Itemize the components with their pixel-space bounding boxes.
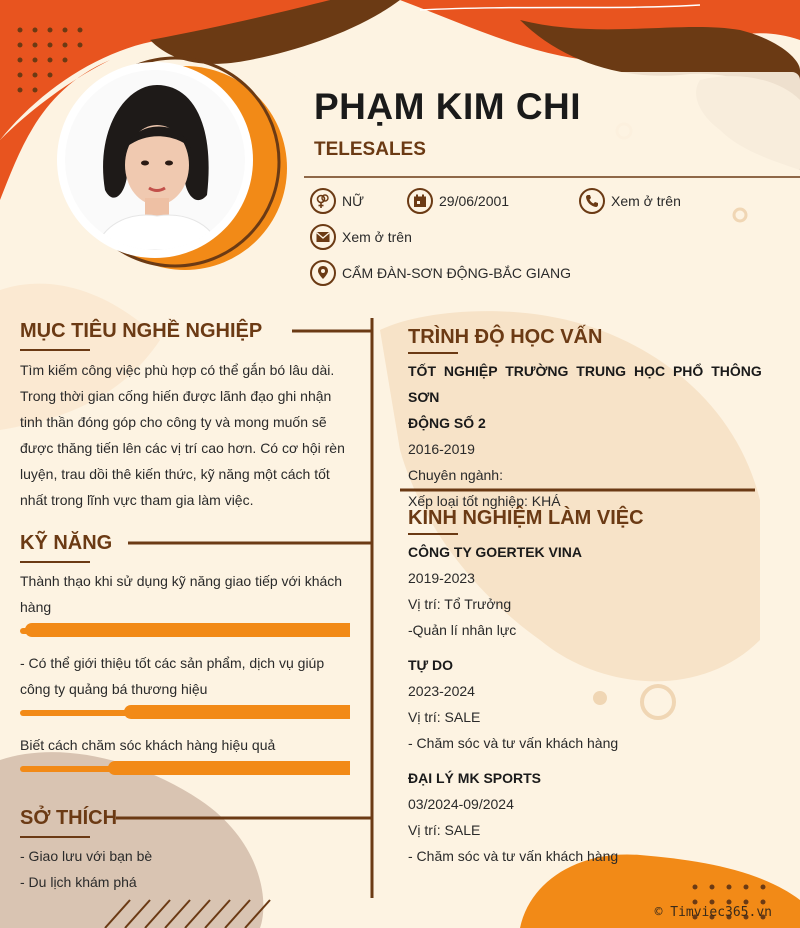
hobby-item: - Giao lưu với bạn bè bbox=[20, 848, 153, 864]
skill-text: Thành thạo khi sử dụng kỹ năng giao tiếp với khách bbox=[20, 573, 343, 589]
objective-line: tinh thần đóng góp cho công ty và mong muốn sẽ bbox=[20, 414, 327, 430]
watermark: © Timviec365.vn bbox=[654, 905, 772, 920]
job-position: Vị trí: Tổ Trưởng bbox=[408, 596, 512, 612]
phone-icon bbox=[579, 188, 605, 214]
job-detail: -Quản lí nhân lực bbox=[408, 622, 517, 638]
job-company: CÔNG TY GOERTEK VINA bbox=[408, 544, 582, 560]
job-entry bbox=[408, 652, 768, 756]
skill-text: - Có thể giới thiệu tốt các sản phẩm, dịch vụ giúp bbox=[20, 655, 325, 671]
job-position: Vị trí: SALE bbox=[408, 822, 481, 838]
education-grade: Xếp loại tốt nghiệp: KHÁ bbox=[408, 493, 561, 509]
skill-text: Biết cách chăm sóc khách hàng hiệu quả bbox=[20, 737, 276, 753]
skill-level-fill bbox=[108, 761, 350, 775]
education-underline bbox=[408, 352, 458, 354]
hobbies-underline bbox=[20, 836, 90, 838]
job-period: 2019-2023 bbox=[408, 570, 475, 586]
contact-email bbox=[310, 224, 412, 250]
skill-level-fill bbox=[124, 705, 350, 719]
job-company: TỰ DO bbox=[408, 657, 454, 673]
job-entry bbox=[408, 539, 768, 643]
envelope-icon bbox=[310, 224, 336, 250]
skill-item bbox=[20, 568, 370, 620]
objective-line: được thăng tiến lên các vị trí cao hơn. Có cơ hội rèn bbox=[20, 440, 345, 456]
skill-level-bar bbox=[20, 623, 350, 637]
education-period: 2016-2019 bbox=[408, 441, 475, 457]
contact-address bbox=[310, 260, 571, 286]
job-period: 03/2024-09/2024 bbox=[408, 796, 514, 812]
job-title: TELESALES bbox=[314, 139, 426, 160]
education-block bbox=[408, 358, 764, 514]
skills-heading: KỸ NĂNG bbox=[20, 532, 113, 554]
objective-line: luyện, trau dồi thê kiến thức, kỹ năng một cách tốt bbox=[20, 466, 330, 482]
skill-text: công ty quảng bá thương hiệu bbox=[20, 681, 208, 697]
job-period: 2023-2024 bbox=[408, 683, 475, 699]
skill-level-bar bbox=[20, 705, 350, 719]
address-value: CẨM ĐÀN-SƠN ĐỘNG-BẮC GIANG bbox=[342, 265, 572, 281]
hobbies-heading: SỞ THÍCH bbox=[20, 807, 118, 829]
education-heading: TRÌNH ĐỘ HỌC VẤN bbox=[408, 326, 603, 348]
profile-photo bbox=[65, 70, 245, 250]
school-name-line: TỐT NGHIỆP TRƯỜNG TRUNG HỌC PHỔ THÔNG SƠN bbox=[408, 363, 762, 405]
skill-level-fill bbox=[25, 623, 350, 637]
job-detail: - Chăm sóc và tư vấn khách hàng bbox=[408, 848, 619, 864]
experience-underline bbox=[408, 533, 458, 535]
school-name bbox=[408, 358, 764, 410]
education-major: Chuyên ngành: bbox=[408, 467, 503, 483]
objective-heading: MỤC TIÊU NGHỀ NGHIỆP bbox=[20, 320, 263, 342]
avatar bbox=[65, 70, 245, 250]
gender-icon bbox=[310, 188, 336, 214]
objective-line: nhất trong lĩnh vực tham gia làm việc. bbox=[20, 492, 254, 508]
location-pin-icon bbox=[310, 260, 336, 286]
contact-birthday bbox=[407, 188, 509, 214]
skill-level-bar bbox=[20, 761, 350, 775]
job-position: Vị trí: SALE bbox=[408, 709, 481, 725]
email-value: Xem ở trên bbox=[342, 229, 412, 245]
skills-underline bbox=[20, 561, 90, 563]
school-name-line: ĐỘNG SỐ 2 bbox=[408, 415, 486, 431]
objective-line: Tìm kiếm công việc phù hợp có thể gắn bó lâu dài. bbox=[20, 362, 335, 378]
birthday-value: 29/06/2001 bbox=[439, 193, 510, 209]
skill-item bbox=[20, 732, 370, 758]
candidate-name: PHẠM KIM CHI bbox=[314, 86, 582, 127]
objective-text bbox=[20, 357, 370, 513]
hobbies-list bbox=[20, 843, 152, 895]
objective-line: Trong thời gian cống hiến được lãnh đạo ghi nhận bbox=[20, 388, 332, 404]
contact-gender bbox=[310, 188, 364, 214]
gender-value: NỮ bbox=[342, 193, 365, 209]
objective-underline bbox=[20, 349, 90, 351]
skill-item bbox=[20, 650, 370, 702]
contact-phone bbox=[579, 188, 681, 214]
skill-text: hàng bbox=[20, 599, 52, 615]
experience-heading: KINH NGHIỆM LÀM VIỆC bbox=[408, 507, 644, 529]
phone-value: Xem ở trên bbox=[611, 193, 681, 209]
job-detail: - Chăm sóc và tư vấn khách hàng bbox=[408, 735, 619, 751]
calendar-icon bbox=[407, 188, 433, 214]
job-entry bbox=[408, 765, 768, 869]
job-company: ĐẠI LÝ MK SPORTS bbox=[408, 770, 542, 786]
hobby-item: - Du lịch khám phá bbox=[20, 874, 137, 890]
